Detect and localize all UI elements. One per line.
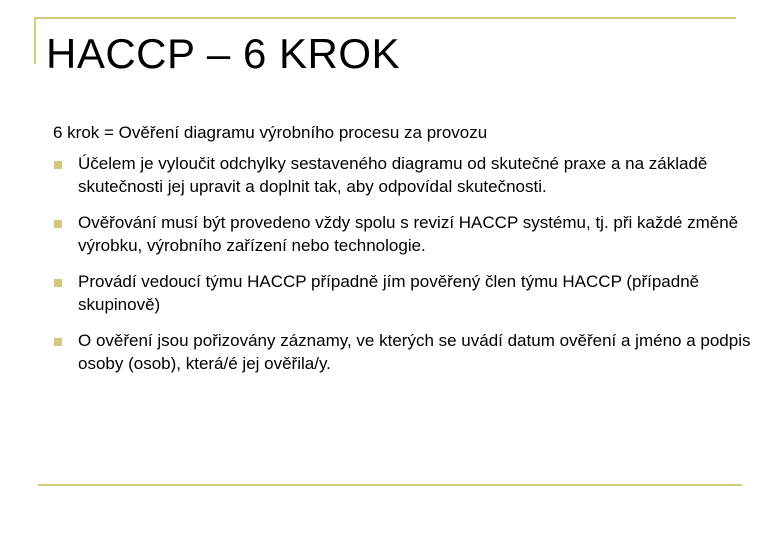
square-bullet-icon bbox=[54, 279, 62, 287]
title-frame-left-line bbox=[34, 17, 36, 64]
bullet-text: Ověřování musí být provedeno vždy spolu s revizí HACCP systému, tj. při každé změně výrobku, výrobního zařízení nebo technologie. bbox=[78, 213, 739, 255]
bullet-item bbox=[52, 270, 762, 316]
bullet-item bbox=[52, 211, 762, 257]
bullet-list bbox=[52, 152, 762, 388]
bullet-text: Účelem je vyloučit odchylky sestaveného diagramu od skutečné praxe a na základě skutečnosti jej upravit a doplnit tak, aby odpovídal skutečnosti. bbox=[78, 154, 708, 196]
slide-subtitle: 6 krok = Ověření diagramu výrobního procesu za provozu bbox=[53, 123, 488, 142]
square-bullet-icon bbox=[54, 161, 62, 169]
square-bullet-icon bbox=[54, 220, 62, 228]
footer-divider bbox=[38, 484, 742, 486]
title-frame-top-line bbox=[34, 17, 736, 19]
square-bullet-icon bbox=[54, 338, 62, 346]
bullet-text: O ověření jsou pořizovány záznamy, ve kterých se uvádí datum ověření a jméno a podpis osoby (osob), která/é jej ověřila/y. bbox=[78, 331, 751, 373]
slide-title: HACCP – 6 KROK bbox=[46, 30, 401, 77]
bullet-item bbox=[52, 329, 762, 375]
bullet-item bbox=[52, 152, 762, 198]
bullet-text: Provádí vedoucí týmu HACCP případně jím pověřený člen týmu HACCP (případně skupinově) bbox=[78, 272, 700, 314]
